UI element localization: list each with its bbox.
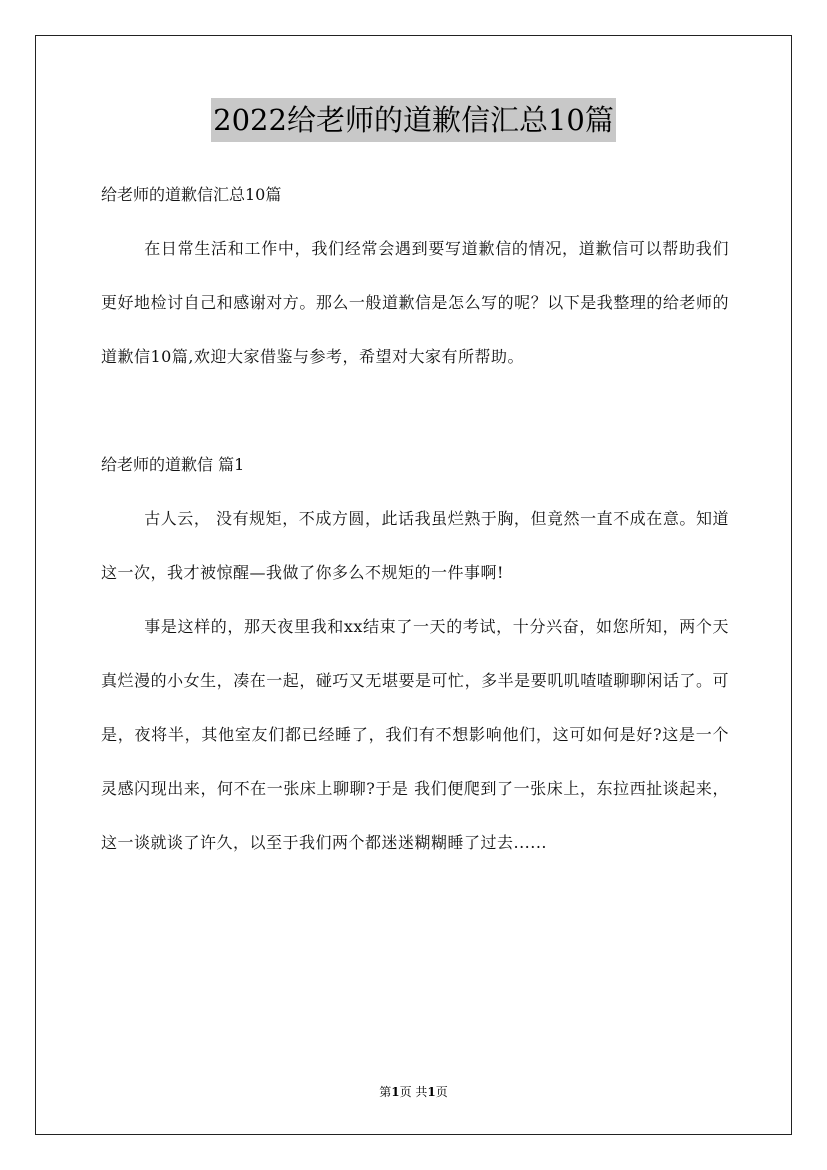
document-body <box>101 168 729 870</box>
footer-page-suffix: 页 <box>435 1085 448 1099</box>
page-footer <box>0 1083 827 1101</box>
body-paragraph: 古人云， 没有规矩，不成方圆，此话我虽烂熟于胸，但竟然一直不成在意。知道这一次，我才被惊醒—我做了你多么不规矩的一件事啊! <box>101 509 729 582</box>
document-subtitle: 给老师的道歉信汇总10篇 <box>101 185 282 204</box>
section-heading: 给老师的道歉信 篇1 <box>101 455 245 474</box>
section-gap <box>101 384 729 438</box>
footer-page-prefix: 第 <box>379 1085 392 1099</box>
body-paragraph: 事是这样的，那天夜里我和xx结束了一天的考试，十分兴奋，如您所知，两个天真烂漫的小女生，凑在一起，碰巧又无堪要是可忙，多半是要叽叽喳喳聊聊闲话了。可是，夜将半，其他室友们都已经睡了，我们有不想影响他们，这可如何是好?这是一个灵感闪现出来，何不在一张床上聊聊?于是 我们便爬到了一张床上，东拉西扯谈起来，这一谈就谈了许久，以至于我们两个都迷迷糊糊睡了过去...... <box>101 617 729 852</box>
intro-paragraph: 在日常生活和工作中，我们经常会遇到要写道歉信的情况，道歉信可以帮助我们更好地检讨自己和感谢对方。那么一般道歉信是怎么写的呢？以下是我整理的给老师的道歉信10篇,欢迎大家借鉴与参考，希望对大家有所帮助。 <box>101 239 729 366</box>
document-title: 2022给老师的道歉信汇总10篇 <box>211 98 616 142</box>
footer-page-mid: 页 共 <box>399 1085 428 1099</box>
footer-page-total: 1 <box>427 1085 436 1099</box>
footer-page-current: 1 <box>391 1085 400 1099</box>
title-container <box>0 98 827 142</box>
